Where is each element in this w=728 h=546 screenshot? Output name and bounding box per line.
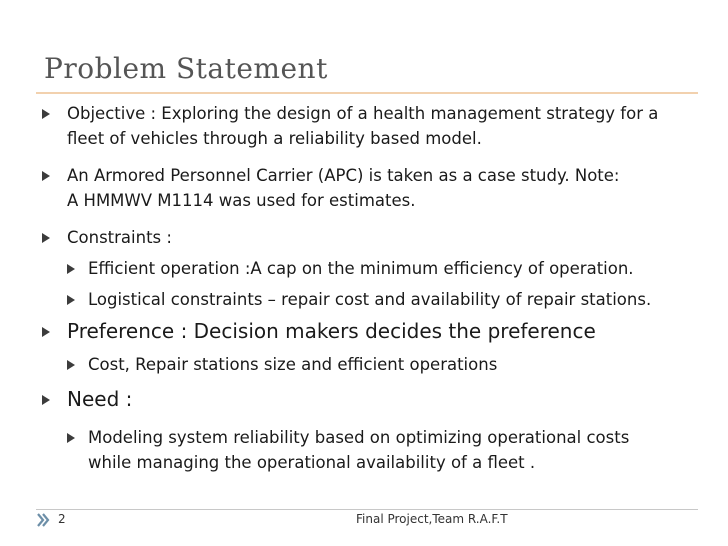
sub-bullet-text: Efficient operation :A cap on the minimum efficiency of operation. — [88, 259, 634, 278]
bullet-text-line: Objective : Exploring the design of a health management strategy for a — [67, 104, 659, 123]
triangle-bullet-icon — [42, 171, 50, 181]
triangle-bullet-icon — [67, 295, 75, 305]
bullet-text-line: An Armored Personnel Carrier (APC) is taken as a case study. Note: — [67, 166, 620, 185]
triangle-bullet-icon — [42, 233, 50, 243]
sub-bullet-text: while managing the operational availability of a fleet . — [88, 453, 536, 472]
footer-divider — [36, 509, 698, 510]
triangle-bullet-icon — [67, 360, 75, 370]
bullet-text-line: Preference : Decision makers decides the preference — [67, 319, 596, 343]
slide-title: Problem Statement — [44, 52, 328, 85]
sub-bullet-text: Logistical constraints – repair cost and availability of repair stations. — [88, 290, 652, 309]
bullet-text-line: A HMMWV M1114 was used for estimates. — [67, 191, 416, 210]
bullet-text-line: fleet of vehicles through a reliability based model. — [67, 129, 482, 148]
footer-text: Final Project,Team R.A.F.T — [356, 512, 508, 526]
bullet-text-line: Constraints : — [67, 228, 172, 247]
sub-bullet-text: Cost, Repair stations size and efficient operations — [88, 355, 498, 374]
triangle-bullet-icon — [67, 264, 75, 274]
bullet-text-line: Need : — [67, 387, 133, 411]
triangle-bullet-icon — [67, 433, 75, 443]
triangle-bullet-icon — [42, 395, 50, 405]
page-number: 2 — [58, 512, 66, 526]
chevron-right-icon — [36, 513, 50, 527]
triangle-bullet-icon — [42, 327, 50, 337]
sub-bullet-text: Modeling system reliability based on optimizing operational costs — [88, 428, 630, 447]
triangle-bullet-icon — [42, 109, 50, 119]
title-divider — [36, 92, 698, 94]
